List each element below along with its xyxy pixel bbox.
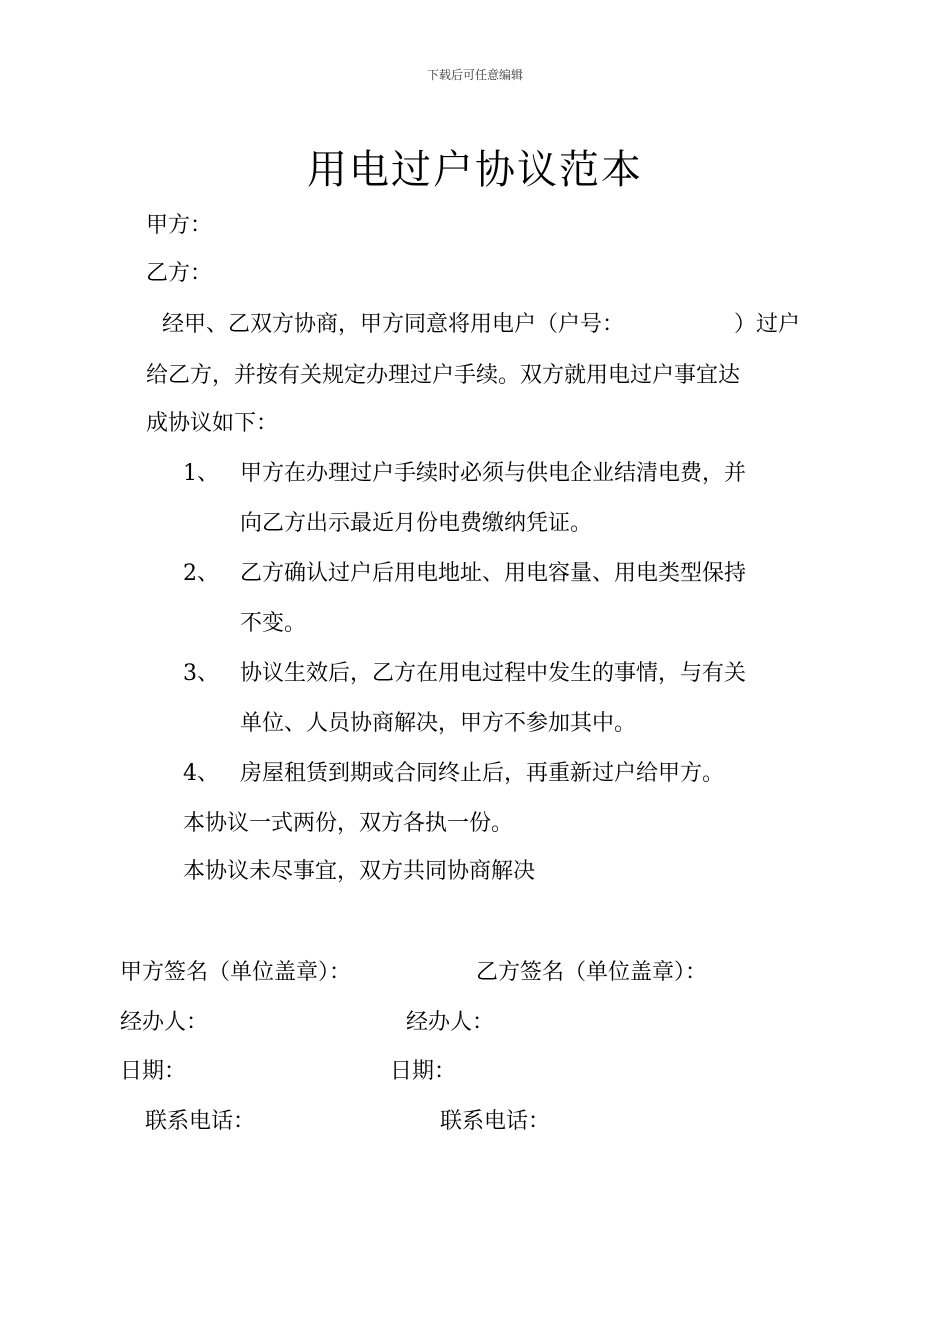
party-b-signature-label: 乙方签名（单位盖章）： (476, 960, 708, 985)
intro-line-1: 经甲、乙双方协商，甲方同意将用电户（户号： (162, 312, 625, 337)
party-b-handler-label: 经办人： (406, 1010, 495, 1035)
intro-line-2: 给乙方，并按有关规定办理过户手续。双方就用电过户事宜达 (146, 363, 741, 388)
clause-4-line-1: 房屋租赁到期或合同终止后，再重新过户给甲方。 (240, 761, 725, 786)
party-b-date-label: 日期： (390, 1059, 457, 1084)
party-a-label: 甲方： (146, 213, 213, 238)
clause-2-line-1: 乙方确认过户后用电地址、用电容量、用电类型保持 (240, 561, 747, 586)
intro-line-3: 成协议如下： (146, 411, 279, 436)
party-a-signature-label: 甲方签名（单位盖章）： (120, 960, 352, 985)
party-a-handler-label: 经办人： (120, 1010, 209, 1035)
party-b-label: 乙方： (146, 261, 213, 286)
clause-3-line-2: 单位、人员协商解决，甲方不参加其中。 (240, 711, 637, 736)
intro-line-1-end: ）过户 (734, 312, 801, 337)
clause-3-line-1: 协议生效后，乙方在用电过程中发生的事情，与有关 (240, 661, 747, 686)
clause-3-number: 3、 (183, 661, 219, 686)
copies-note: 本协议一式两份，双方各执一份。 (183, 811, 514, 836)
clause-1-line-2: 向乙方出示最近月份电费缴纳凭证。 (240, 511, 593, 536)
clause-1-line-1: 甲方在办理过户手续时必须与供电企业结清电费，并 (240, 461, 747, 486)
party-a-phone-label: 联系电话： (145, 1109, 256, 1134)
unresolved-note: 本协议未尽事宜，双方共同协商解决 (183, 859, 536, 884)
clause-2-line-2: 不变。 (240, 611, 307, 636)
clause-4-number: 4、 (183, 761, 219, 786)
party-b-phone-label: 联系电话： (440, 1109, 551, 1134)
document-title: 用电过户协议范本 (307, 147, 643, 193)
header-note: 下载后可任意编辑 (426, 68, 523, 82)
party-a-date-label: 日期： (120, 1059, 187, 1084)
clause-1-number: 1、 (183, 461, 219, 486)
clause-2-number: 2、 (183, 561, 219, 586)
